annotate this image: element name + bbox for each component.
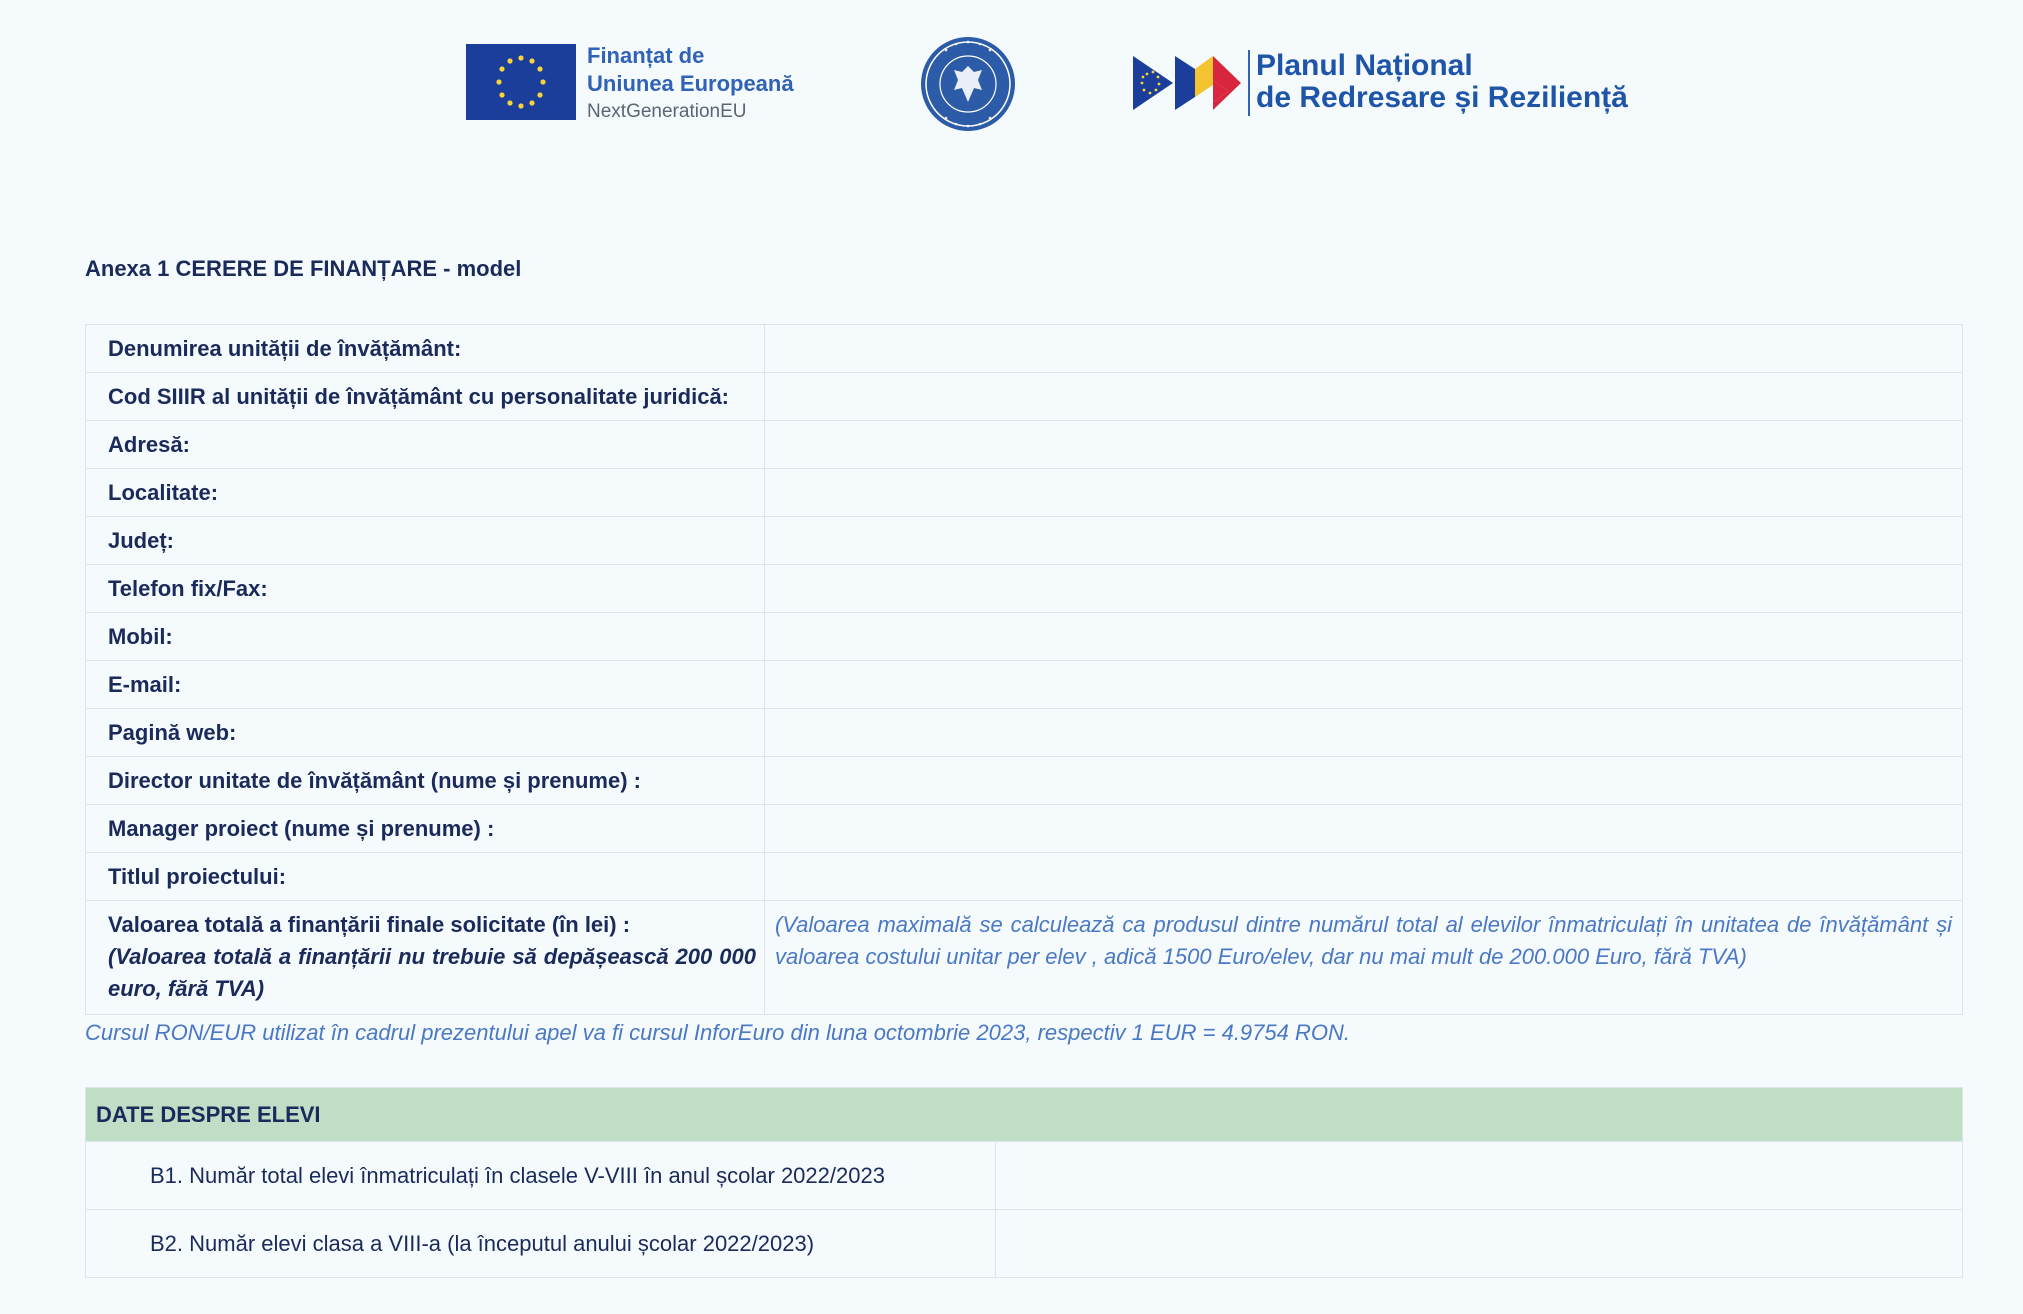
form-field-label: Adresă: — [86, 421, 765, 469]
form-field-value[interactable] — [765, 325, 1963, 373]
pnrr-separator — [1248, 50, 1250, 116]
application-form-table — [85, 324, 1963, 1015]
government-seal-logo — [918, 34, 1018, 134]
form-field-label: Titlul proiectului: — [86, 853, 765, 901]
form-row — [86, 661, 1963, 709]
header-logos — [0, 30, 2023, 140]
eu-line-1: Finanțat de — [587, 43, 705, 68]
eu-flag-logo — [466, 44, 576, 120]
form-field-label: Mobil: — [86, 613, 765, 661]
form-row — [86, 709, 1963, 757]
form-field-value[interactable] — [765, 805, 1963, 853]
total-financing-label-cell — [86, 901, 765, 1015]
eu-line-2: Uniunea Europeană — [587, 71, 794, 96]
form-row — [86, 517, 1963, 565]
pupils-field-value[interactable] — [996, 1142, 1963, 1210]
pupils-row — [86, 1142, 1963, 1210]
total-financing-value-cell[interactable]: (Valoarea maximală se calculează ca produsul dintre numărul total al elevilor înmatriculați în unitatea de învățământ și valoarea costului unitar per elev , adică 1500 Euro/elev, dar nu mai mult de 200.000 Euro, fără TVA) — [765, 901, 1963, 1015]
form-row — [86, 613, 1963, 661]
form-row — [86, 421, 1963, 469]
form-field-value[interactable] — [765, 757, 1963, 805]
eu-line-3: NextGenerationEU — [587, 101, 747, 122]
form-field-label: Localitate: — [86, 469, 765, 517]
form-field-label: Denumirea unității de învățământ: — [86, 325, 765, 373]
form-field-value[interactable] — [765, 613, 1963, 661]
form-field-label: Pagină web: — [86, 709, 765, 757]
pnrr-line-2: de Redresare și Reziliență — [1256, 81, 1628, 114]
form-row — [86, 757, 1963, 805]
total-financing-limit-note: (Valoarea totală a finanțării nu trebuie să depășească 200 000 euro, fără TVA) — [108, 944, 756, 1001]
form-row — [86, 373, 1963, 421]
pupils-row — [86, 1210, 1963, 1278]
form-row — [86, 853, 1963, 901]
form-row — [86, 469, 1963, 517]
pupils-section-header — [86, 1088, 1963, 1142]
pnrr-flag-logo — [1133, 50, 1248, 116]
form-row-total-financing — [86, 901, 1963, 1015]
form-field-value[interactable] — [765, 853, 1963, 901]
pupils-field-label: B2. Număr elevi clasa a VIII-a (la începutul anului școlar 2022/2023) — [86, 1210, 996, 1278]
form-field-value[interactable] — [765, 373, 1963, 421]
form-row — [86, 805, 1963, 853]
form-field-label: Manager proiect (nume și prenume) : — [86, 805, 765, 853]
exchange-rate-note: Cursul RON/EUR utilizat în cadrul prezentului apel va fi cursul InforEuro din luna octombrie 2023, respectiv 1 EUR = 4.9754 RON. — [85, 1020, 1350, 1045]
form-field-value[interactable] — [765, 517, 1963, 565]
form-field-value[interactable] — [765, 709, 1963, 757]
pupils-field-label: B1. Număr total elevi înmatriculați în clasele V-VIII în anul școlar 2022/2023 — [86, 1142, 996, 1210]
pnrr-text — [1256, 50, 1628, 114]
total-financing-label: Valoarea totală a finanțării finale solicitate (în lei) : — [108, 912, 631, 937]
form-field-label: Județ: — [86, 517, 765, 565]
form-field-label: Cod SIIIR al unității de învățământ cu personalitate juridică: — [86, 373, 765, 421]
form-row — [86, 325, 1963, 373]
pupils-section-title: DATE DESPRE ELEVI — [86, 1088, 1963, 1142]
form-field-label: Telefon fix/Fax: — [86, 565, 765, 613]
pupils-data-table — [85, 1087, 1963, 1278]
form-row — [86, 565, 1963, 613]
form-field-label: E-mail: — [86, 661, 765, 709]
form-field-value[interactable] — [765, 469, 1963, 517]
form-field-value[interactable] — [765, 661, 1963, 709]
pupils-field-value[interactable] — [996, 1210, 1963, 1278]
pnrr-line-1: Planul Național — [1256, 49, 1473, 82]
document-title: Anexa 1 CERERE DE FINANȚARE - model — [85, 256, 522, 281]
eu-funding-text — [587, 42, 794, 126]
form-field-value[interactable] — [765, 565, 1963, 613]
form-field-label: Director unitate de învățământ (nume și prenume) : — [86, 757, 765, 805]
form-field-value[interactable] — [765, 421, 1963, 469]
